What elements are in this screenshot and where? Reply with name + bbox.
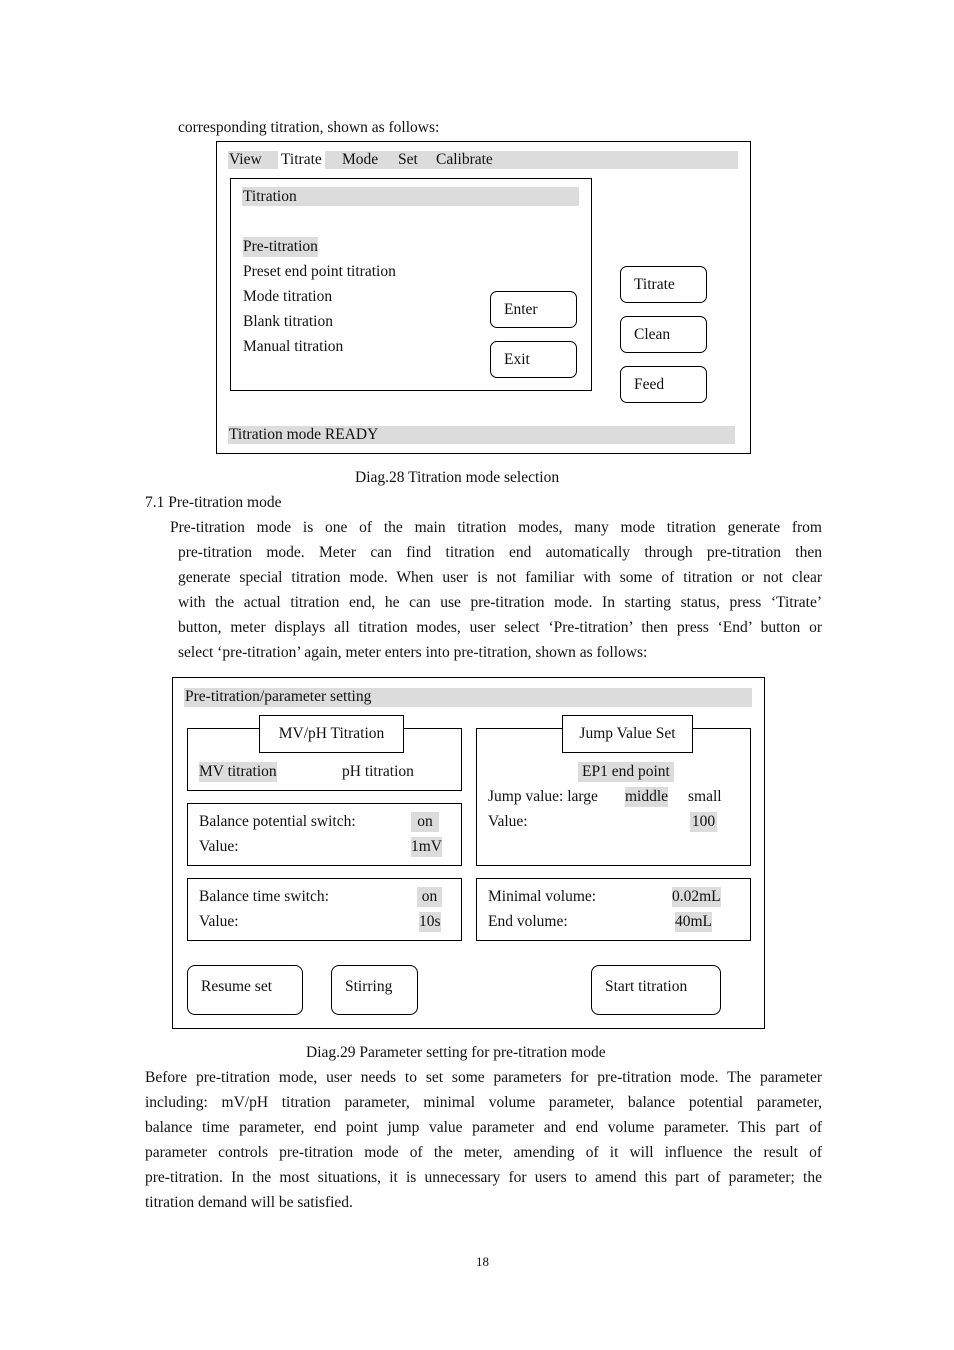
menu-set[interactable]: Set — [398, 151, 418, 168]
page-number: 18 — [476, 1254, 489, 1269]
stirring-button[interactable]: Stirring — [331, 965, 418, 1015]
balance-time-switch[interactable]: on — [417, 887, 442, 907]
jump-value-label: Jump value: large — [488, 788, 598, 805]
paragraph-2-line: balance time parameter, end point jump value parameter and end volume parameter. This part of — [145, 1119, 822, 1136]
titration-panel-title: Titration — [243, 188, 297, 205]
jump-small-option[interactable]: small — [688, 788, 722, 805]
mv-titration-option[interactable]: MV titration — [199, 763, 277, 780]
paragraph-2-line: including: mV/pH titration parameter, minimal volume parameter, balance potential parameter, — [145, 1094, 822, 1111]
paragraph-1-line: select ‘pre-titration’ again, meter enters into pre-titration, shown as follows: — [178, 644, 648, 661]
resume-set-button[interactable]: Resume set — [187, 965, 303, 1015]
menu-calibrate[interactable]: Calibrate — [436, 151, 493, 168]
jump-value-amount[interactable]: 100 — [691, 813, 716, 830]
clean-button[interactable]: Clean — [620, 316, 707, 353]
menu-titrate[interactable]: Titrate — [278, 149, 325, 170]
end-volume-label: End volume: — [488, 913, 568, 930]
exit-button[interactable]: Exit — [490, 341, 577, 378]
paragraph-2-line: titration demand will be satisfied. — [145, 1194, 353, 1211]
ph-titration-option[interactable]: pH titration — [342, 763, 414, 780]
start-titration-button[interactable]: Start titration — [591, 965, 721, 1015]
paragraph-1-line: generate special titration mode. When user is not familiar with some of titration or not clear — [178, 569, 822, 586]
balance-potential-label: Balance potential switch: — [199, 813, 356, 830]
titrate-button[interactable]: Titrate — [620, 266, 707, 303]
balance-time-value-label: Value: — [199, 913, 239, 930]
paragraph-1-line: pre-titration mode. Meter can find titration end automatically through pre-titration then — [178, 544, 822, 561]
status-text: Titration mode READY — [229, 426, 379, 443]
jump-middle-option[interactable]: middle — [625, 788, 669, 805]
mvph-tab[interactable]: MV/pH Titration — [259, 715, 404, 753]
paragraph-2-line: Before pre-titration mode, user needs to set some parameters for pre-titration mode. The parameter — [145, 1069, 822, 1086]
minimal-volume-label: Minimal volume: — [488, 888, 597, 905]
balance-time-label: Balance time switch: — [199, 888, 329, 905]
diag29-header: Pre-titration/parameter setting — [185, 688, 372, 705]
paragraph-2-line: pre-titration. In the most situations, it is unnecessary for users to amend this part of parameter; the — [145, 1169, 822, 1186]
option-mode-titration[interactable]: Mode titration — [243, 288, 333, 305]
section-heading: 7.1 Pre-titration mode — [145, 494, 282, 511]
paragraph-2 — [145, 1065, 822, 1215]
diag29-caption: Diag.29 Parameter setting for pre-titration mode — [306, 1044, 606, 1061]
paragraph-1-line: Pre-titration mode is one of the main titration modes, many mode titration generate from — [170, 519, 822, 536]
paragraph-2-line: parameter controls pre-titration mode of the meter, amending of it will influence the result of — [145, 1144, 822, 1161]
balance-time-value[interactable]: 10s — [419, 913, 441, 930]
diag28-caption: Diag.28 Titration mode selection — [355, 469, 560, 486]
balance-potential-switch[interactable]: on — [411, 812, 439, 832]
balance-potential-value-label: Value: — [199, 838, 239, 855]
option-pre-titration[interactable]: Pre-titration — [243, 238, 318, 255]
jump-value-tab[interactable]: Jump Value Set — [562, 715, 693, 753]
menu-mode[interactable]: Mode — [342, 151, 379, 168]
minimal-volume-value[interactable]: 0.02mL — [672, 888, 721, 905]
end-volume-value[interactable]: 40mL — [675, 913, 713, 930]
paragraph-1-line: button, meter displays all titration modes, user select ‘Pre-titration’ then press ‘End’ button or — [178, 619, 822, 636]
option-manual-titration[interactable]: Manual titration — [243, 338, 344, 355]
paragraph-1 — [170, 515, 822, 665]
ep1-end-point[interactable]: EP1 end point — [578, 762, 674, 782]
feed-button[interactable]: Feed — [620, 366, 707, 403]
enter-button[interactable]: Enter — [490, 291, 577, 328]
menu-view[interactable]: View — [229, 151, 262, 168]
balance-potential-value[interactable]: 1mV — [411, 838, 442, 855]
paragraph-1-line: with the actual titration end, he can use pre-titration mode. In starting status, press ‘Titrate’ — [178, 594, 822, 611]
jump-value-label-2: Value: — [488, 813, 528, 830]
option-blank-titration[interactable]: Blank titration — [243, 313, 333, 330]
intro-text: corresponding titration, shown as follows: — [178, 119, 440, 136]
option-preset-end-point[interactable]: Preset end point titration — [243, 263, 396, 280]
